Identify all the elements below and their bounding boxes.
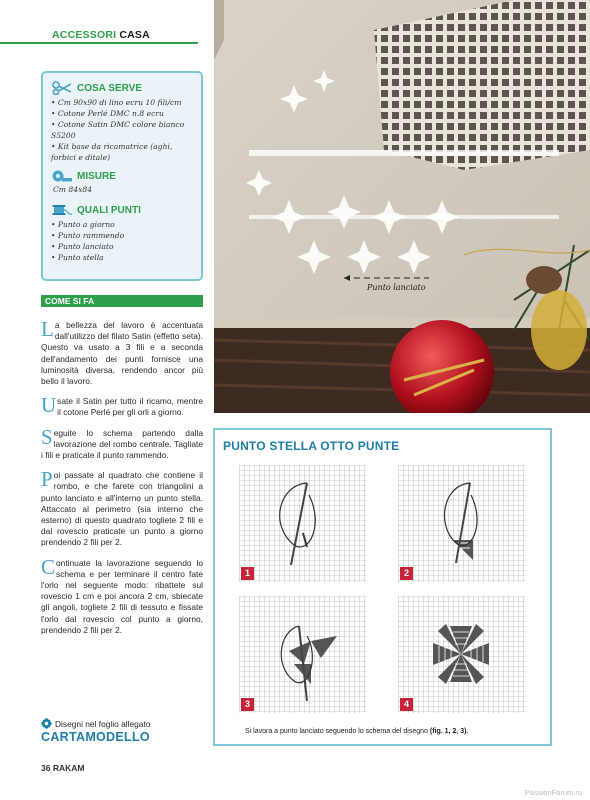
stitch-item: • Punto stella	[51, 252, 195, 263]
caption-refs: (fig. 1, 2, 3).	[429, 728, 469, 735]
materials-item: • Cm 90x90 di lino ecru 10 fili/cm	[51, 97, 195, 108]
drop-cap: C	[41, 554, 56, 579]
figure-number: 3	[241, 698, 254, 711]
instructions	[41, 317, 203, 645]
diagram-figure-1	[239, 465, 366, 582]
page-folio	[41, 763, 84, 773]
tablecloth-photo	[214, 0, 590, 413]
paragraph-text: eguite lo schema partendo dalla lavorazione del rombo centrale. Tagliate i fili e praticate il punto rammendo.	[41, 427, 203, 461]
stitch-diagram-panel	[213, 428, 552, 746]
diagram-figure-3	[239, 596, 366, 713]
drop-cap: S	[41, 424, 53, 449]
paragraph-text: oi passate al quadrato che contiene il rombo, e che farete con triangolini a punto lanciato e all'interno un punto stella. Attaccato al perimetro (sia interno che esterno) di questo quadrato togliete 2 fili e dal rovescio praticate un punto a giorno prendendo 2 fili per 2.	[41, 470, 203, 548]
figure-1-drawing	[239, 465, 366, 582]
come-si-fa-bar: COME SI FA	[41, 295, 203, 307]
stitch-item: • Punto a giorno	[51, 219, 195, 230]
instruction-paragraph	[41, 467, 203, 548]
quali-punti-heading	[51, 203, 195, 217]
misure-title: MISURE	[77, 170, 116, 182]
figure-2-drawing	[398, 465, 525, 582]
tape-measure-icon	[51, 169, 73, 183]
figure-number: 4	[400, 698, 413, 711]
figure-3-drawing	[239, 596, 366, 713]
materials-item: • Kit base da ricamatrice (aghi, forbici e ditale)	[51, 141, 195, 163]
cosa-serve-title: COSA SERVE	[77, 82, 143, 94]
pattern-note	[41, 718, 203, 744]
thread-spool-icon	[51, 203, 73, 217]
paragraph-text: a bellezza del lavoro è accentuata dall'utilizzo del filato Satin (effetto seta). Questo va usato a 3 fili e a seconda dell'andamento dei punti fornisce una luminosità diversa, rendendo ancor più bello il lavoro.	[41, 320, 203, 387]
photo-illustration	[214, 0, 590, 413]
cartamodello-label: CARTAMODELLO	[41, 730, 150, 744]
stitch-item: • Punto rammendo	[51, 230, 195, 241]
stitch-item: • Punto lanciato	[51, 241, 195, 252]
instruction-paragraph	[41, 393, 203, 418]
caption-text: Si lavora a punto lanciato seguendo lo schema del disegno	[245, 728, 430, 735]
watermark: PassionForum.ru	[524, 788, 582, 797]
misure-heading	[51, 169, 195, 183]
figure-4-drawing	[398, 596, 525, 713]
paragraph-text: sate il Satin per tutto il ricamo, mentre il cotone Perlé per gli orli a giorno.	[57, 396, 203, 418]
figure-number: 1	[241, 567, 254, 580]
scissors-icon	[51, 81, 73, 95]
figure-number: 2	[400, 567, 413, 580]
quali-punti-title: QUALI PUNTI	[77, 204, 141, 216]
misure-value: Cm 84x84	[53, 185, 93, 194]
punto-lanciato-label: Punto lanciato	[367, 283, 426, 292]
diagram-figure-4	[398, 596, 525, 713]
note-text: Disegni nel foglio allegato	[55, 718, 151, 729]
materials-list	[51, 97, 195, 163]
paragraph-text: ontinuate la lavorazione seguendo lo schema e per terminare il centro fate l'orlo nel seguente modo: ribattete sul rovescio 1 cm e poi ancora 2 cm, sbiecate gli angoli, togliete 2 fili di tessuto e fissate l'orlo dal rovescio col punto a giorno, prendendo 2 fili per 2.	[41, 557, 203, 635]
drop-cap: L	[41, 317, 54, 341]
subsection-label: CASA	[119, 29, 150, 41]
flower-icon	[41, 718, 52, 729]
page-number: 36	[41, 763, 51, 773]
instruction-paragraph	[41, 424, 203, 462]
materials-item: • Cotone Satin DMC colore bianco S5200	[51, 119, 195, 141]
section-label: ACCESSORI	[52, 29, 117, 41]
diagram-figure-2	[398, 465, 525, 582]
materials-box	[41, 71, 203, 281]
drop-cap: P	[41, 467, 53, 492]
header-rule	[0, 42, 198, 44]
section-header	[52, 29, 150, 41]
cosa-serve-heading	[51, 81, 195, 95]
instruction-paragraph	[41, 317, 203, 387]
instruction-paragraph	[41, 554, 203, 636]
drop-cap: U	[41, 393, 57, 418]
stitch-list	[51, 219, 195, 263]
magazine-name: RAKAM	[52, 763, 85, 773]
materials-item: • Cotone Perlé DMC n.8 ecru	[51, 108, 195, 119]
diagram-title: PUNTO STELLA OTTO PUNTE	[223, 439, 400, 453]
diagram-caption	[245, 728, 468, 735]
